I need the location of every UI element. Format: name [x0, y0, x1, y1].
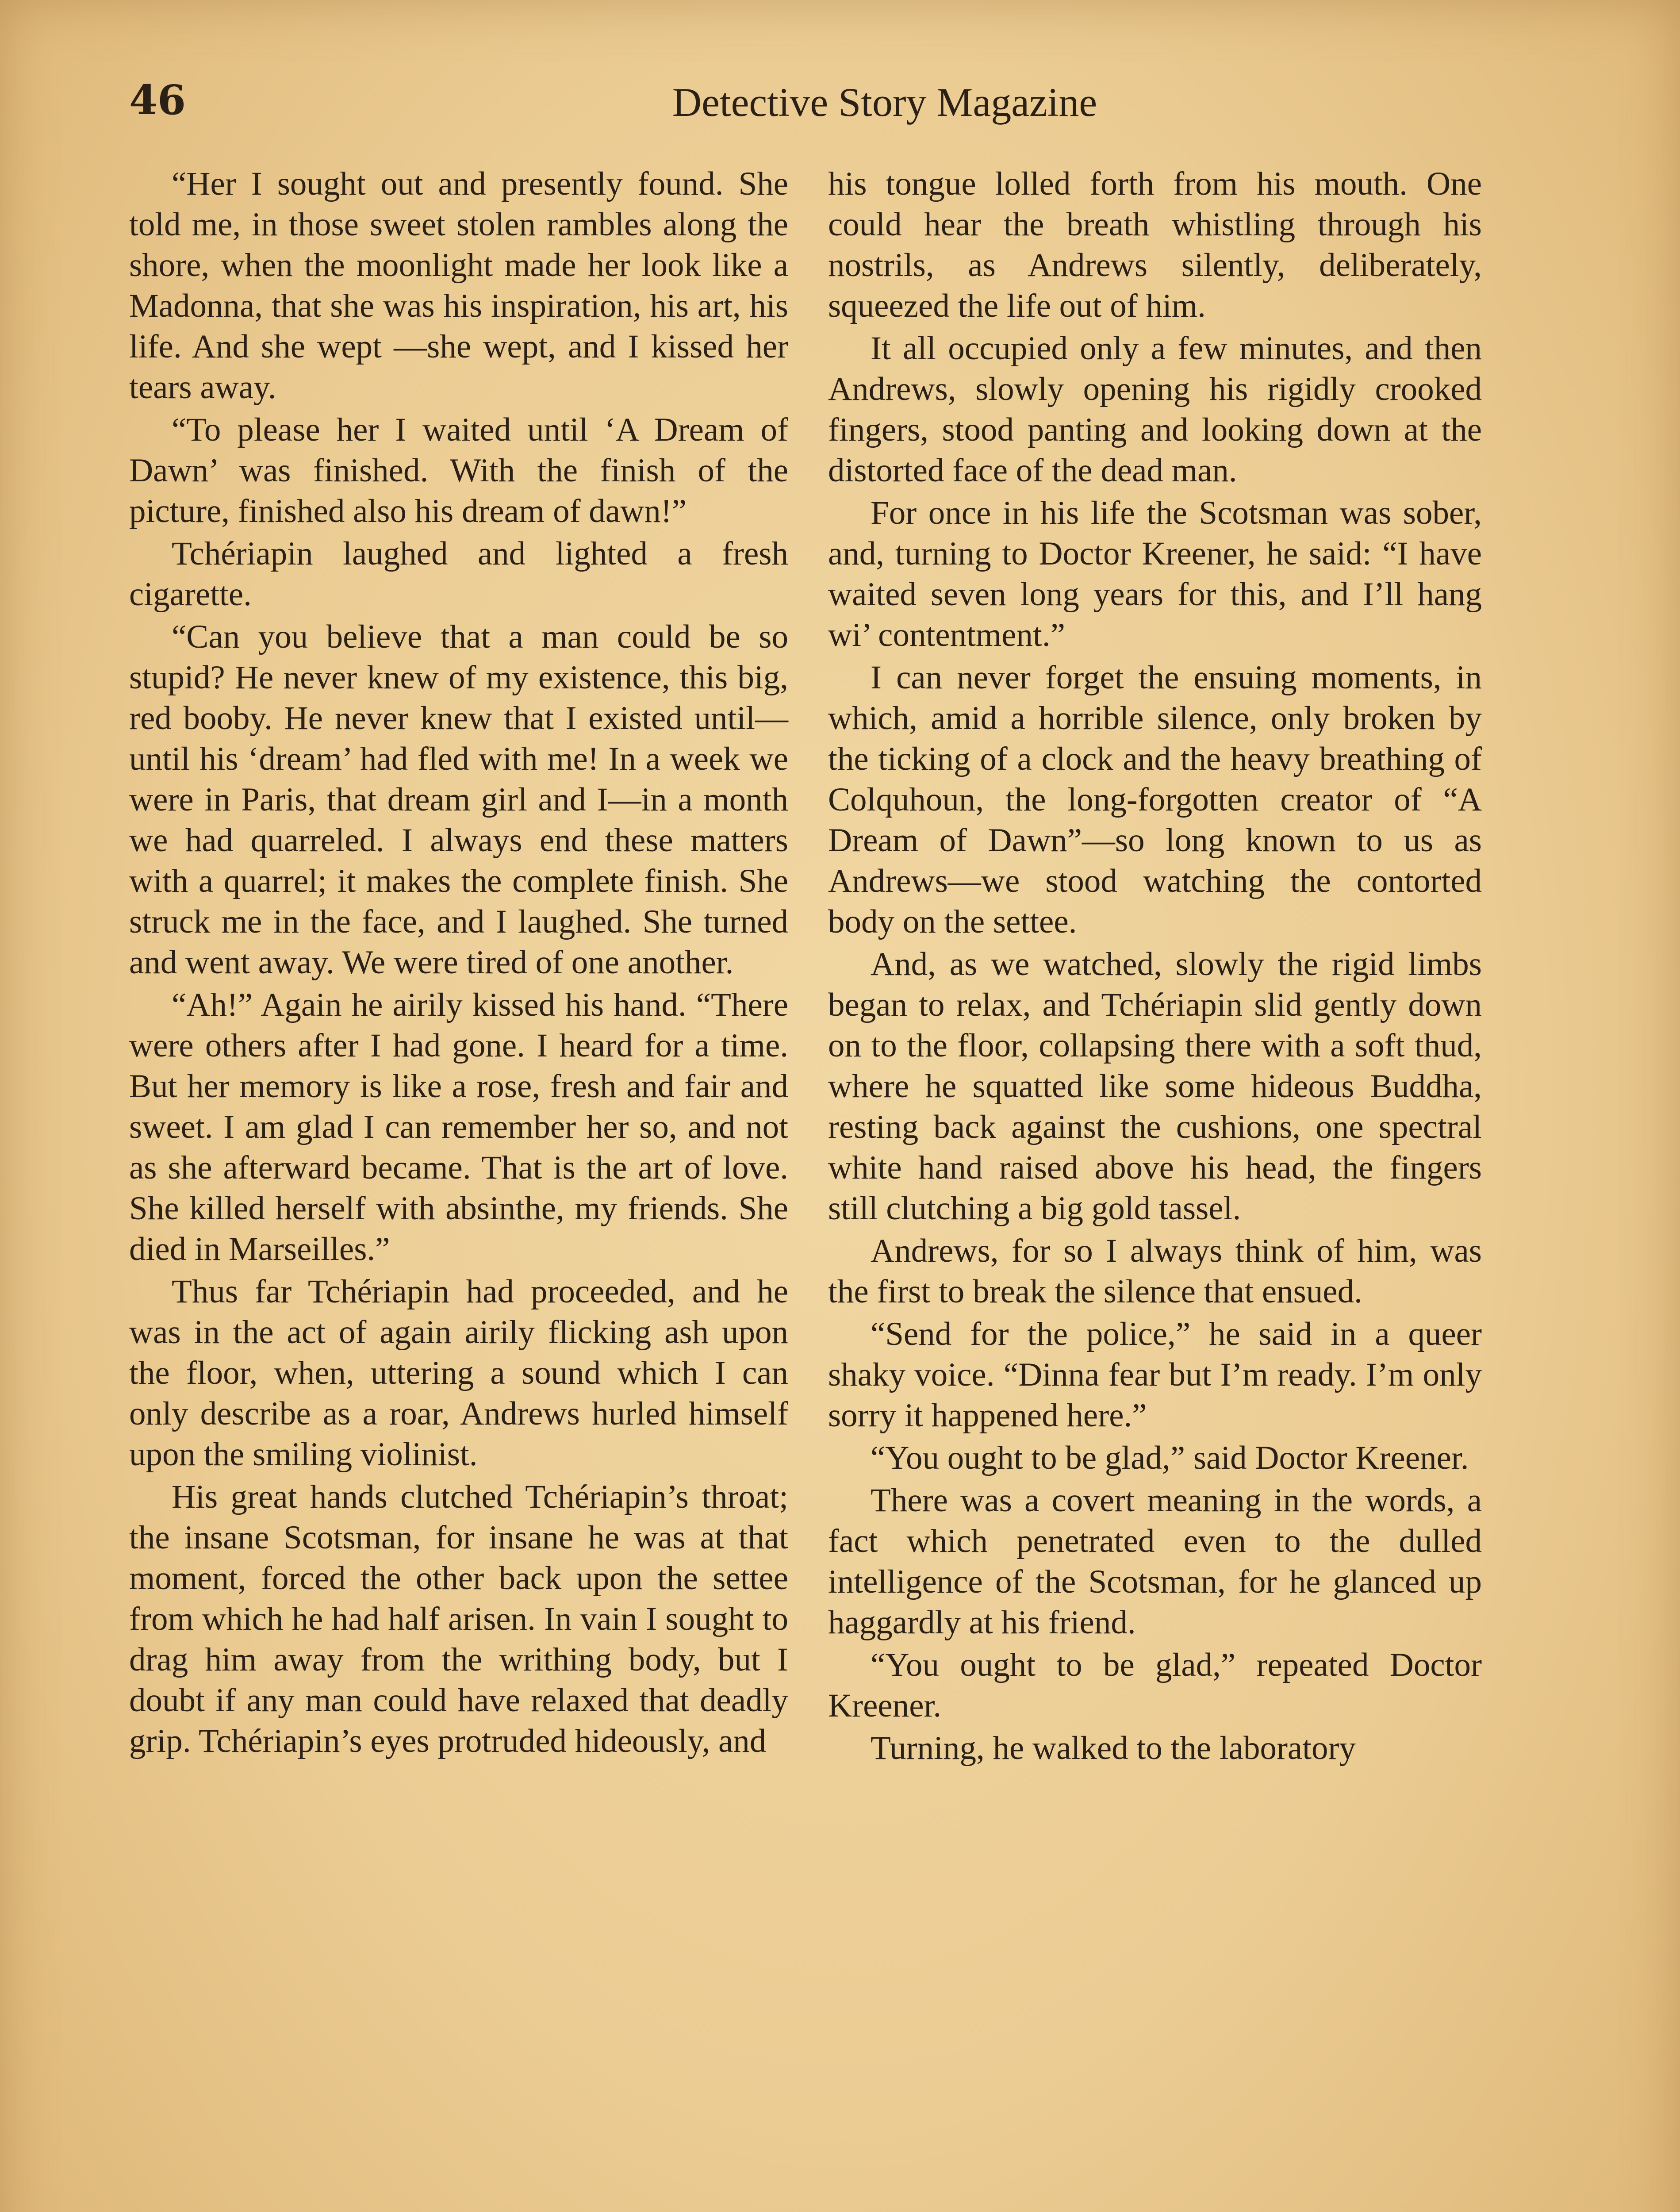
paragraph: “Can you believe that a man could be so stupid? He never knew of my existence, this big, red booby. He never knew that I existed until—until his ‘dream’ had fled with me! In a week we were in Paris, that dream girl and I—in a month we had quarreled. I always end these matters with a quarrel; it makes the complete finish. She struck me in the face, and I laughed. She turned and went away. We were tired of one another. — [129, 618, 788, 981]
paragraph: For once in his life the Scotsman was sober, and, turning to Doctor Kreener, he said: “I have waited seven long years for this, and I’ll hang wi’ contentment.” — [828, 495, 1482, 653]
right-column — [828, 164, 1482, 1770]
paragraph: Thus far Tchériapin had proceeded, and he was in the act of again airily flicking ash upon the floor, when, uttering a sound which I can only describe as a roar, Andrews hurled himself upon the smiling violinist. — [129, 1273, 788, 1473]
paragraph: His great hands clutched Tchériapin’s throat; the insane Scotsman, for insane he was at that moment, forced the other back upon the settee from which he had half arisen. In vain I sought to drag him away from the writhing body, but I doubt if any man could have relaxed that deadly grip. Tchériapin’s eyes protruded hideously, and — [129, 1479, 788, 1759]
paragraph: “You ought to be glad,” said Doctor Kreener. — [871, 1440, 1469, 1476]
paragraph: “Ah!” Again he airily kissed his hand. “There were others after I had gone. I heard for a time. But her memory is like a rose, fresh and fair and sweet. I am glad I can remember her so, and not as she afterward became. That is the art of love. She killed herself with absinthe, my friends. She died in Marseilles.” — [129, 987, 788, 1267]
left-column — [129, 164, 788, 1763]
paragraph-continued: his tongue lolled forth from his mouth. One could hear the breath whistling through his nostrils, as Andrews silently, deliberately, squeezed the life out of him. — [828, 165, 1482, 324]
paragraph: It all occupied only a few minutes, and then Andrews, slowly opening his rigidly crooked fingers, stood panting and looking down at the distorted face of the dead man. — [828, 330, 1482, 489]
page-number: 46 — [129, 76, 186, 124]
paragraph: Turning, he walked to the laboratory — [871, 1730, 1356, 1767]
paragraph: And, as we watched, slowly the rigid limbs began to relax, and Tchériapin slid gently down on to the floor, collapsing there with a soft thud, where he squatted like some hideous Buddha, resting back against the cushions, one spectral white hand raised above his head, the fingers still clutching a big gold tassel. — [828, 946, 1482, 1227]
paragraph: “You ought to be glad,” repeated Doctor Kreener. — [828, 1647, 1482, 1724]
paragraph: “To please her I waited until ‘A Dream of Dawn’ was finished. With the finish of the picture, finished also his dream of dawn!” — [129, 411, 788, 530]
paragraph: “Send for the police,” he said in a queer shaky voice. “Dinna fear but I’m ready. I’m only sorry it happened here.” — [828, 1316, 1482, 1434]
paragraph: “Her I sought out and presently found. She told me, in those sweet stolen rambles along the shore, when the moonlight made her look like a Madonna, that she was his inspiration, his art, his life. And she wept —she wept, and I kissed her tears away. — [129, 165, 788, 406]
paragraph: Andrews, for so I always think of him, was the first to break the silence that ensued. — [828, 1233, 1482, 1310]
running-title: Detective Story Magazine — [672, 80, 1097, 125]
paragraph: I can never forget the ensuing moments, in which, amid a horrible silence, only broken by the ticking of a clock and the heavy breathing of Colquhoun, the long-forgotten creator of “A Dream of Dawn”—so long known to us as Andrews—we stood watching the contorted body on the settee. — [828, 659, 1482, 940]
paragraph: There was a covert meaning in the words, a fact which penetrated even to the dulled intelligence of the Scotsman, for he glanced up haggardly at his friend. — [828, 1482, 1482, 1641]
paragraph: Tchériapin laughed and lighted a fresh cigarette. — [129, 535, 788, 613]
